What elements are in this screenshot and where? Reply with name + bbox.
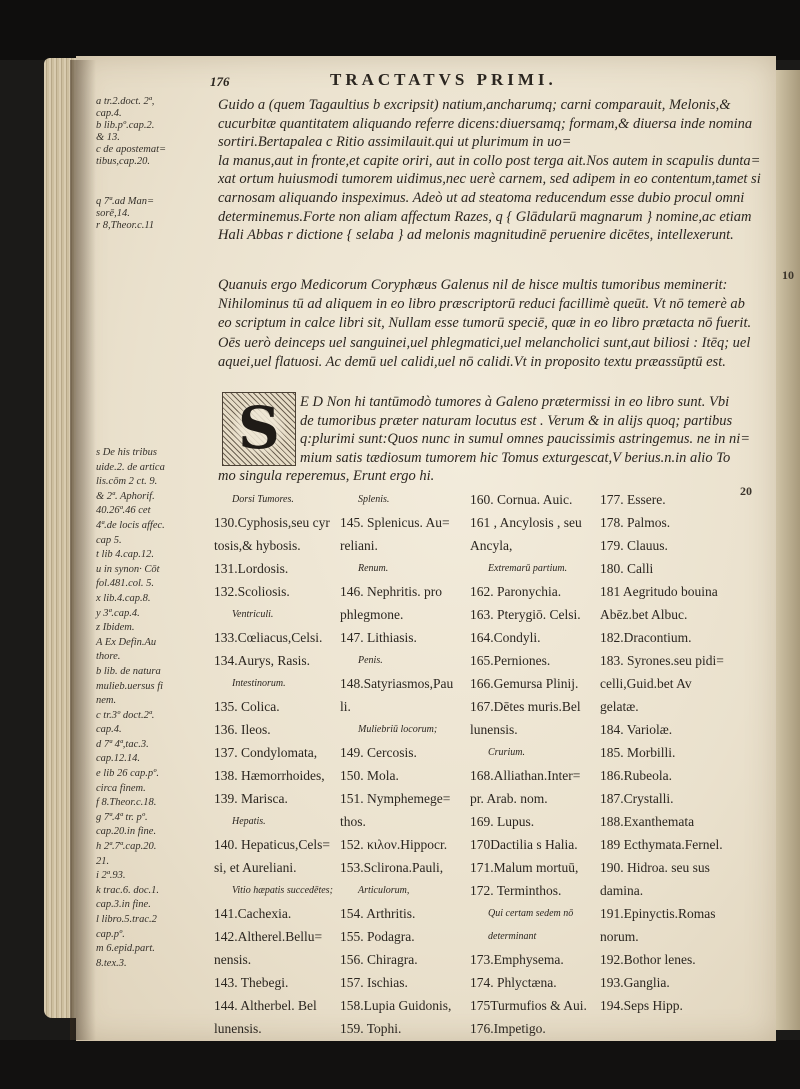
- list-entry: 186.Rubeola.: [600, 768, 672, 783]
- list-entry: 176.Impetigo.: [470, 1021, 546, 1036]
- margin-note: nem.: [96, 695, 117, 707]
- list-entry: 194.Seps Hipp.: [600, 998, 683, 1013]
- margin-note: cap.pº.: [96, 928, 125, 940]
- list-entry: 160. Cornua. Auic.: [470, 492, 573, 507]
- list-entry: 178. Palmos.: [600, 515, 671, 530]
- margin-note: u in synon· Cōt: [96, 563, 160, 575]
- list-entry: 174. Phlyctæna.: [470, 975, 557, 990]
- list-entry: 167.Dētes muris.Bel: [470, 699, 581, 714]
- text-line: sortiri.Bertapalea c Ritio assimilauit.qui ut plurimum in uo=: [218, 134, 572, 151]
- margin-note: sorē,14.: [96, 208, 130, 219]
- margin-note: & 2ª. Aphorif.: [96, 490, 155, 502]
- section-heading: Qui certam sedem nō: [488, 908, 574, 919]
- list-entry: 175Turmufios & Aui.: [470, 998, 587, 1013]
- main-paragraph-3-end: [218, 467, 768, 486]
- list-entry: li.: [340, 699, 351, 714]
- facing-page-edge: [776, 70, 800, 1030]
- list-entry: norum.: [600, 929, 639, 944]
- decorated-initial: [222, 392, 296, 466]
- margin-note: y 3ª.cap.4.: [96, 607, 140, 619]
- margin-note: & 13.: [96, 132, 120, 143]
- main-paragraph-3: [300, 393, 760, 467]
- list-entry: 150. Mola.: [340, 768, 399, 783]
- text-line: Hali Abbas r dictione { selaba } ad melonis magnitudinē peruenire dicētes, intellexerunt.: [218, 227, 734, 244]
- tumor-list-column-4: [600, 488, 724, 1017]
- list-entry: 168.Alliathan.Inter=: [470, 768, 581, 783]
- margin-note: f 8.Theor.c.18.: [96, 797, 157, 809]
- text-line: E D Non hi tantūmodò tumores à Galeno prætermissi in eo libro sunt. Vbi: [300, 394, 730, 410]
- margin-note: circa finem.: [96, 782, 146, 794]
- list-entry: lunensis.: [470, 722, 518, 737]
- text-line: mo singula reperemus, Erunt ergo hi.: [218, 468, 435, 484]
- list-entry: 169. Lupus.: [470, 814, 535, 829]
- list-entry: Ancyla,: [470, 538, 513, 553]
- margin-note: l libro.5.trac.2: [96, 914, 157, 925]
- list-entry: 153.Sclirona.Pauli,: [340, 860, 444, 875]
- margin-note: [96, 180, 166, 196]
- text-line: Guido a (quem Tagaultius b excripsit) natium,ancharumq; carni comparauit, Melonis,&: [218, 97, 731, 113]
- tumor-list-column-2: [340, 488, 453, 1040]
- list-entry: 159. Tophi.: [340, 1021, 402, 1036]
- list-entry: damina.: [600, 883, 644, 898]
- margin-note: g 7ª.4ª tr. pº.: [96, 811, 148, 823]
- list-entry: 182.Dracontium.: [600, 630, 692, 645]
- section-heading: Renum.: [358, 563, 389, 574]
- margin-note: m 6.epid.part.: [96, 943, 155, 955]
- list-entry: 137. Condylomata,: [214, 745, 318, 760]
- section-heading: Dorsi Tumores.: [232, 494, 294, 505]
- section-heading: Hepatis.: [232, 816, 266, 827]
- text-line: la manus,aut in fronte,et capite oriri, aut in collo post terga ait.Nos autem in scapulis dunta=: [218, 152, 761, 169]
- line-marker-20: 20: [740, 484, 752, 498]
- list-entry: phlegmone.: [340, 607, 404, 622]
- margin-note: q 7ª.ad Man=: [96, 196, 155, 207]
- margin-note: b lib. de natura: [96, 665, 161, 677]
- list-entry: 154. Arthritis.: [340, 906, 416, 921]
- section-heading: Vitio hæpatis succedētes;: [232, 885, 333, 896]
- list-entry: 187.Crystalli.: [600, 791, 674, 806]
- list-entry: 163. Pterygiō. Celsi.: [470, 607, 581, 622]
- text-line: aquei,uel flatuosi. Ac demū uel calidi,uel nō calidi.Vt in proposito textu præassūptū est.: [218, 353, 726, 370]
- list-entry: 144. Altherbel. Bel: [214, 998, 317, 1013]
- list-entry: 131.Lordosis.: [214, 561, 289, 576]
- list-entry: nensis.: [214, 952, 252, 967]
- margin-note: cap.4.: [96, 108, 122, 119]
- list-entry: 189 Ecthymata.Fernel.: [600, 837, 723, 852]
- scan-backdrop-top: [0, 0, 800, 60]
- text-line: Nihilominus tū ad aliquem in eo libro præscriptorū reduci facillimè queūt. Vt nō temerè ab: [218, 296, 745, 313]
- margin-note: k trac.6. doc.1.: [96, 884, 159, 896]
- margin-note: fol.481.col. 5.: [96, 578, 155, 590]
- list-entry: Abēz.bet Albuc.: [600, 607, 688, 622]
- list-entry: thos.: [340, 814, 366, 829]
- margin-note: mulieb.uersus fi: [96, 680, 164, 692]
- list-entry: 166.Gemursa Plinij.: [470, 676, 579, 691]
- line-marker-10: 10: [782, 268, 794, 282]
- text-line: q:plurimi sunt:Quos nunc in sumul omnes paucissimis astringemus. ne in ni=: [300, 431, 751, 448]
- tumor-list-column-1: [214, 488, 333, 1040]
- list-entry: 181 Aegritudo bouina: [600, 584, 718, 599]
- list-entry: 162. Paronychia.: [470, 584, 562, 599]
- list-entry: 161 , Ancylosis , seu: [470, 515, 582, 530]
- list-entry: 140. Hepaticus,Cels=: [214, 837, 330, 852]
- list-entry: 148.Satyriasmos,Pau: [340, 676, 454, 691]
- list-entry: 152. κιλον.Hippocr.: [340, 837, 448, 852]
- list-entry: 143. Thebegi.: [214, 975, 289, 990]
- list-entry: 135. Colica.: [214, 699, 280, 714]
- list-entry: 155. Podagra.: [340, 929, 415, 944]
- text-line: de tumoribus præter naturam locutus est . Verum & in alijs quoq; partibus: [300, 412, 733, 429]
- margin-note: i 2ª.93.: [96, 870, 126, 882]
- margin-note: 8.tex.3.: [96, 957, 127, 969]
- initial-letter: S: [233, 397, 285, 459]
- margin-note: t lib 4.cap.12.: [96, 549, 155, 561]
- text-line: mium satis tædiosum tumorem hic Tomus exturgescat,V berius.n.in alio To: [300, 449, 731, 466]
- margin-note: b lib.pº.cap.2.: [96, 120, 155, 131]
- text-line: carnosam aliquando inspeximus. Adeò ut ad steatoma reducendum esse dubio procul omni: [218, 189, 745, 206]
- list-entry: si, et Aureliani.: [214, 860, 297, 875]
- list-entry: celli,Guid.bet Av: [600, 676, 692, 691]
- list-entry: tosis,& hybosis.: [214, 538, 301, 553]
- margin-note: d 7ª 4ª,tac.3.: [96, 738, 149, 750]
- list-entry: 142.Altherel.Bellu=: [214, 929, 323, 944]
- margin-note: cap.4.: [96, 724, 122, 736]
- margin-note: thore.: [96, 651, 121, 663]
- list-entry: 138. Hæmorrhoides,: [214, 768, 325, 783]
- margin-note: z Ibidem.: [96, 622, 135, 634]
- margin-note: r 8,Theor.c.11: [96, 220, 155, 231]
- margin-note: cap.20.in fine.: [96, 826, 157, 838]
- list-entry: 164.Condyli.: [470, 630, 541, 645]
- spine-shadow: [70, 60, 96, 1040]
- list-entry: reliani.: [340, 538, 378, 553]
- section-heading: Penis.: [358, 655, 383, 666]
- margin-note: c tr.3º doct.2ª.: [96, 709, 155, 721]
- margin-note: cap 5.: [96, 534, 122, 546]
- margin-note: h 2ª.7ª.cap.20.: [96, 841, 157, 853]
- margin-note: lis.cōm 2 ct. 9.: [96, 476, 158, 488]
- list-entry: 149. Cercosis.: [340, 745, 417, 760]
- list-entry: 157. Ischias.: [340, 975, 408, 990]
- main-paragraph-2: [218, 276, 768, 372]
- list-entry: 193.Ganglia.: [600, 975, 670, 990]
- margin-note: [96, 168, 166, 180]
- text-line: Oēs uerò deinceps uel sanguinei,uel phlegmatici,uel melancholici sunt,aut biliosi : Itēq; uel: [218, 334, 751, 351]
- list-entry: 136. Ileos.: [214, 722, 271, 737]
- text-line: cucurbitæ quantitatem aliquando referre dicens:diuersamq; formam,& diuersa inde nomina: [218, 115, 753, 132]
- list-entry: 180. Calli: [600, 561, 654, 576]
- section-heading: Muliebriū locorum;: [358, 724, 438, 735]
- list-entry: pr. Arab. nom.: [470, 791, 548, 806]
- section-heading: Splenis.: [358, 494, 390, 505]
- list-entry: 132.Scoliosis.: [214, 584, 290, 599]
- list-entry: 188.Exanthemata: [600, 814, 695, 829]
- list-entry: 191.Epinyctis.Romas: [600, 906, 716, 921]
- main-paragraph-1: [218, 96, 768, 245]
- marginal-notes-bottom: [96, 446, 165, 971]
- margin-note: A Ex Defin.Au: [96, 636, 157, 648]
- list-entry: 133.Cœliacus,Celsi.: [214, 630, 323, 645]
- list-entry: 192.Bothor lenes.: [600, 952, 696, 967]
- margin-note: 4ª.de locis affec.: [96, 519, 165, 531]
- list-entry: 134.Aurys, Rasis.: [214, 653, 311, 668]
- list-entry: 184. Variolæ.: [600, 722, 673, 737]
- margin-note: cap.3.in fine.: [96, 899, 151, 911]
- margin-note: s De his tribus: [96, 447, 157, 458]
- marginal-notes-top: [96, 96, 166, 232]
- list-entry: 173.Emphysema.: [470, 952, 564, 967]
- list-entry: 146. Nephritis. pro: [340, 584, 442, 599]
- list-entry: 145. Splenicus. Au=: [340, 515, 450, 530]
- margin-note: e lib 26 cap.pº.: [96, 768, 160, 780]
- section-heading: Crurium.: [488, 747, 525, 758]
- list-entry: 190. Hidroa. seu sus: [600, 860, 710, 875]
- section-heading: Articulorum,: [358, 885, 410, 896]
- list-entry: 170Dactilia s Halia.: [470, 837, 578, 852]
- list-entry: 130.Cyphosis,seu cyr: [214, 515, 330, 530]
- list-entry: 151. Nymphemege=: [340, 791, 451, 806]
- list-entry: 172. Terminthos.: [470, 883, 562, 898]
- text-line: Quanuis ergo Medicorum Coryphæus Galenus nil de hisce multis tumoribus meminerit:: [218, 277, 728, 293]
- margin-note: 21.: [96, 855, 110, 867]
- margin-note: x lib.4.cap.8.: [96, 592, 151, 604]
- list-entry: 179. Clauus.: [600, 538, 668, 553]
- margin-note: uide.2. de artica: [96, 461, 165, 473]
- list-entry: 185. Morbilli.: [600, 745, 676, 760]
- page-number: 176: [210, 74, 230, 89]
- section-heading: Ventriculi.: [232, 609, 274, 620]
- text-line: xat ortum huiusmodi tumorem uidimus,nec uerè carnem, sed adipem in eo contentum,tamet si: [218, 171, 761, 188]
- list-entry: 156. Chiragra.: [340, 952, 418, 967]
- list-entry: 177. Essere.: [600, 492, 666, 507]
- scan-backdrop-bottom: [0, 1040, 800, 1089]
- text-line: determinemus.Forte non aliam affectum Razes, q { Glādularū magnarum } nomine,ac etiam: [218, 208, 752, 225]
- list-entry: 171.Malum mortuū,: [470, 860, 579, 875]
- margin-note: cap.12.14.: [96, 753, 141, 765]
- list-entry: gelatæ.: [600, 699, 639, 714]
- margin-note: c de apostemat=: [96, 144, 167, 155]
- list-entry: 139. Marisca.: [214, 791, 288, 806]
- text-line: eo scriptum in calce libri sit, Nullam esse tumorū speciē, quæ in eo libro prætacta nō fuerit.: [218, 315, 752, 332]
- tumor-list-column-3: [470, 488, 587, 1040]
- list-entry: 165.Perniones.: [470, 653, 551, 668]
- section-heading: Intestinorum.: [232, 678, 286, 689]
- list-entry: 183. Syrones.seu pidi=: [600, 653, 724, 668]
- list-entry: 141.Cachexia.: [214, 906, 292, 921]
- list-entry: 147. Lithiasis.: [340, 630, 417, 645]
- margin-note: a tr.2.doct. 2ª,: [96, 96, 155, 107]
- margin-note: 40.26ª.46 cet: [96, 505, 151, 517]
- section-heading: Extremarū partium.: [488, 563, 568, 574]
- running-head: TRACTATVS PRIMI.: [330, 70, 557, 89]
- list-entry: lunensis.: [214, 1021, 262, 1036]
- section-heading: determinant: [488, 931, 537, 942]
- list-entry: 158.Lupia Guidonis,: [340, 998, 452, 1013]
- margin-note: tibus,cap.20.: [96, 156, 150, 167]
